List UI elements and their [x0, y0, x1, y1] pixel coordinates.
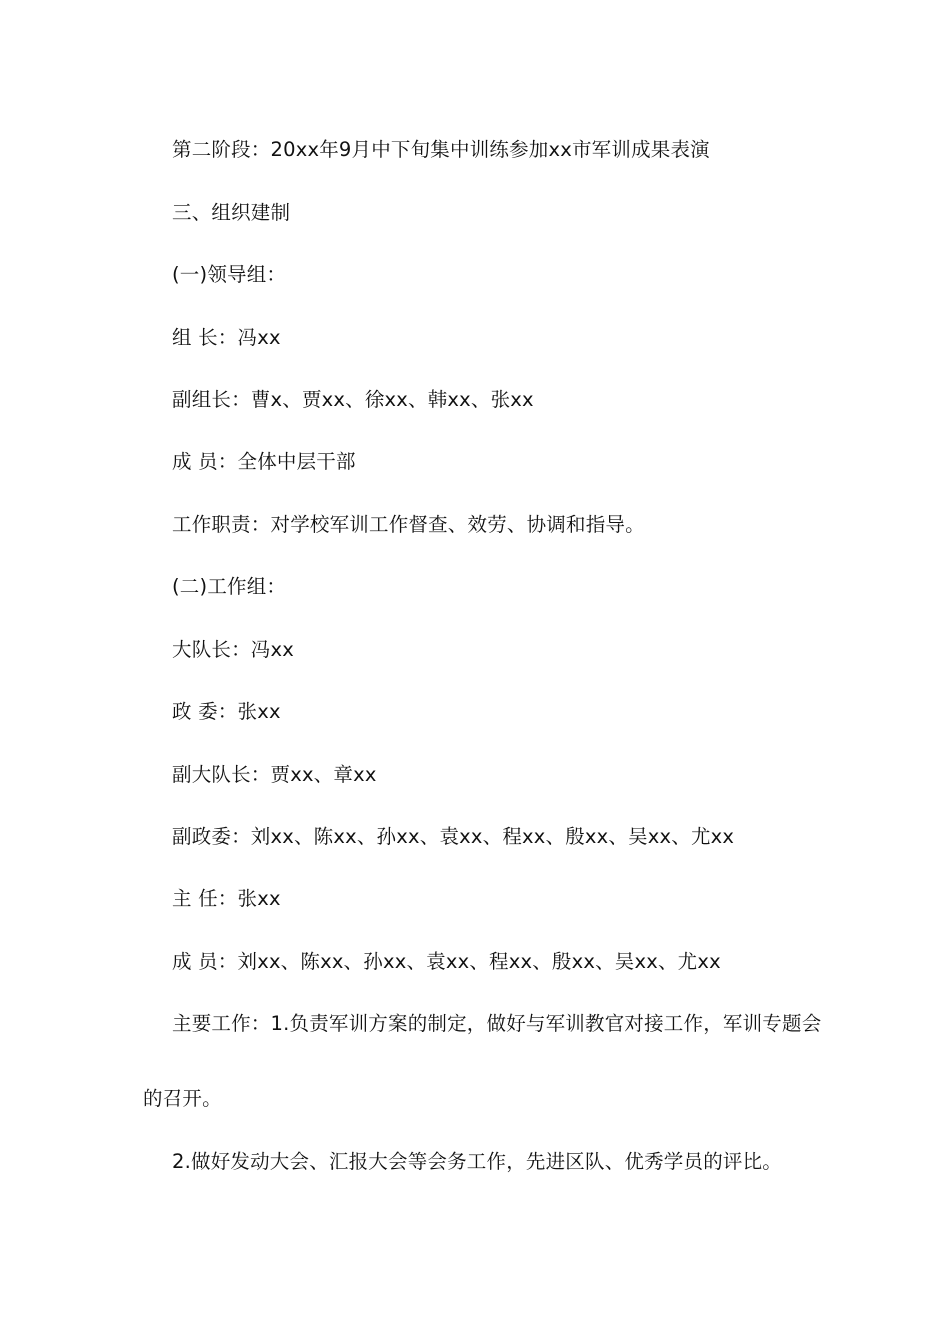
group-leader-line: 组 长：冯xx: [172, 326, 281, 349]
main-work-item-2: 2.做好发动大会、汇报大会等会务工作，先进区队、优秀学员的评比。: [172, 1150, 783, 1173]
leadership-members-line: 成 员：全体中层干部: [172, 450, 356, 473]
main-work-item-1: 主要工作：1.负责军训方案的制定，做好与军训教官对接工作，军训专题会: [172, 1012, 822, 1035]
subheading-leadership-group: (一)领导组：: [172, 263, 287, 286]
stage-two-line: 第二阶段：20xx年9月中下旬集中训练参加xx市军训成果表演: [172, 138, 710, 161]
subheading-working-group: (二)工作组：: [172, 575, 287, 598]
leadership-duties-line: 工作职责：对学校军训工作督查、效劳、协调和指导。: [172, 513, 645, 536]
deputy-commissars-line: 副政委：刘xx、陈xx、孙xx、袁xx、程xx、殷xx、吴xx、尤xx: [172, 825, 735, 848]
deputy-leaders-line: 副组长：曹x、贾xx、徐xx、韩xx、张xx: [172, 388, 534, 411]
brigade-leader-line: 大队长：冯xx: [172, 638, 294, 661]
working-members-line: 成 员：刘xx、陈xx、孙xx、袁xx、程xx、殷xx、吴xx、尤xx: [172, 950, 721, 973]
deputy-brigade-leaders-line: 副大队长：贾xx、章xx: [172, 763, 377, 786]
director-line: 主 任：张xx: [172, 887, 281, 910]
main-work-item-1-continued: 的召开。: [143, 1087, 222, 1110]
section-heading-organization: 三、组织建制: [172, 201, 291, 224]
commissar-line: 政 委：张xx: [172, 700, 281, 723]
